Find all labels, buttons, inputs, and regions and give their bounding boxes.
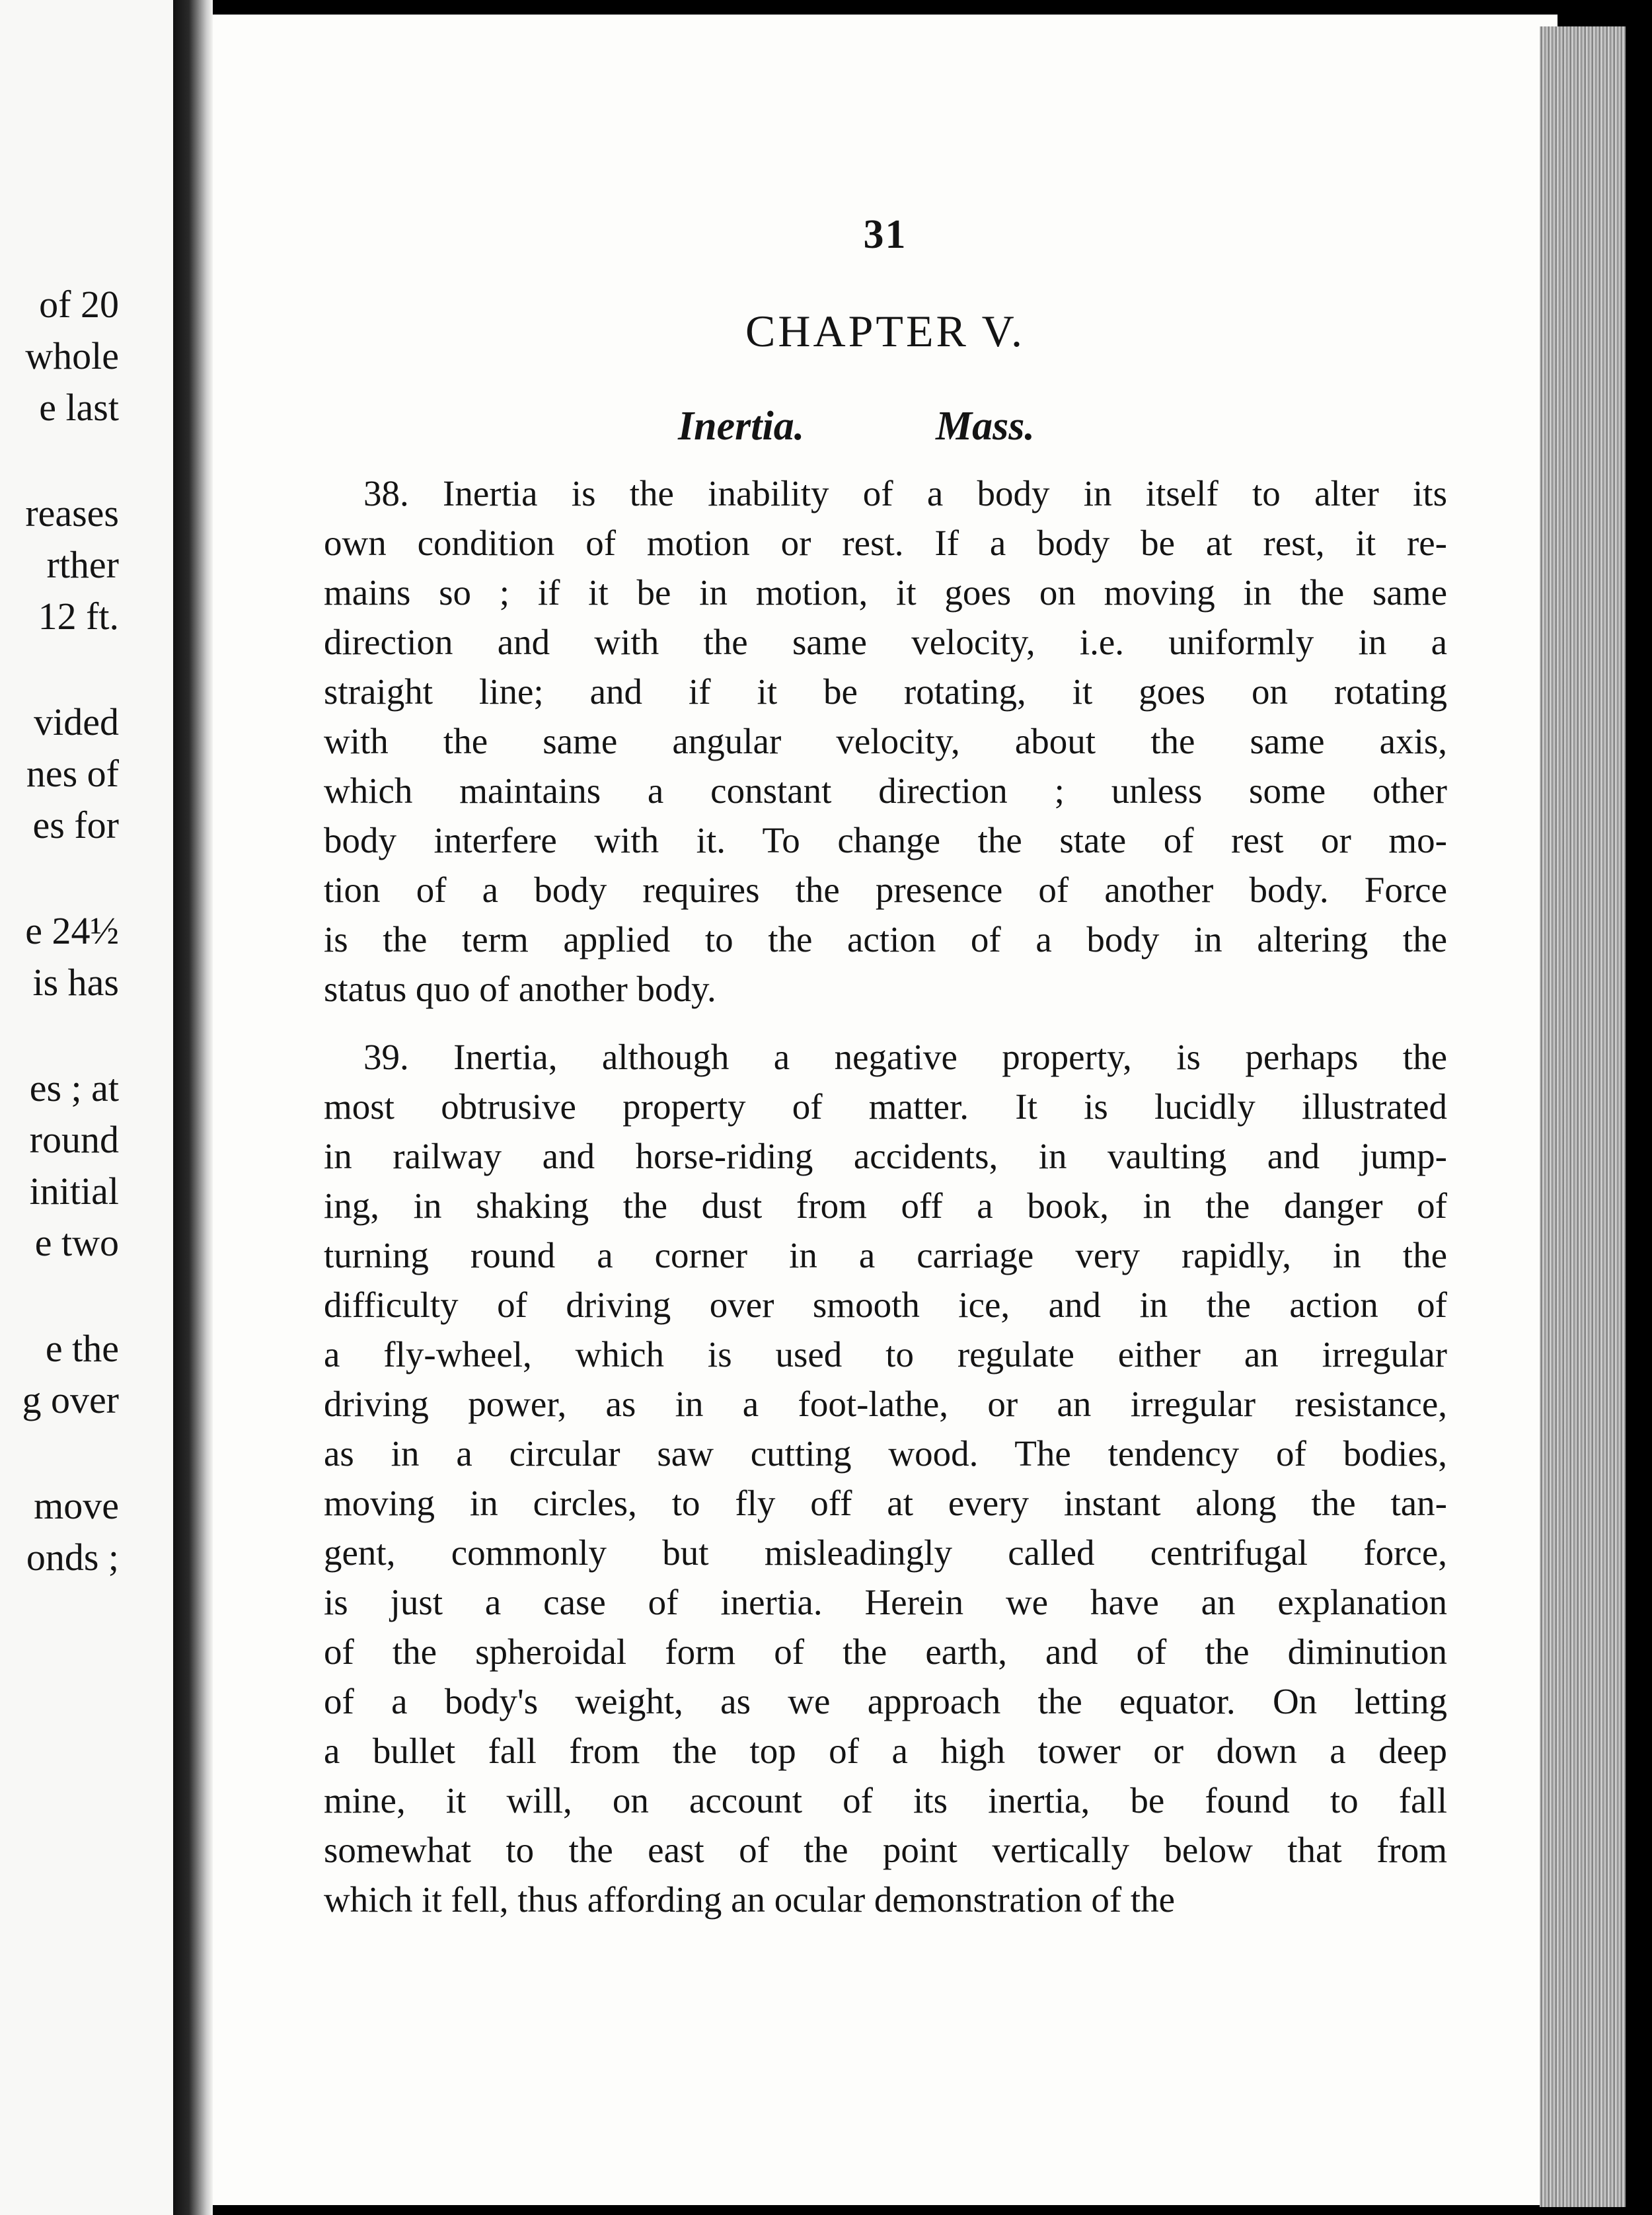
subheading-inertia: Inertia. <box>678 404 805 449</box>
left-page-line: e the <box>45 1327 119 1370</box>
paragraph-1-line: body interfere with it. To change the state of rest or mo- <box>324 820 1447 860</box>
paragraph-2-line: most obtrusive property of matter. It is lucidly illustrated <box>324 1086 1447 1127</box>
paragraph-2-line: driving power, as in a foot-lathe, or an irregular resistance, <box>324 1384 1447 1424</box>
left-page-line: reases <box>25 492 119 535</box>
subheading-mass: Mass. <box>936 404 1035 449</box>
paragraph-1-line: which maintains a constant direction ; unless some other <box>324 770 1447 811</box>
paragraph-2-line: mine, it will, on account of its inertia, be found to fall <box>324 1780 1447 1821</box>
paragraph-2-line: a fly-wheel, which is used to regulate either an irregular <box>324 1334 1447 1374</box>
paragraph-2-line: of a body's weight, as we approach the equator. On letting <box>324 1681 1447 1721</box>
paragraph-2-line: which it fell, thus affording an ocular demonstration of the <box>324 1879 1176 1920</box>
paragraph-2-line: gent, commonly but misleadingly called centrifugal force, <box>324 1532 1447 1573</box>
paragraph-2-line: as in a circular saw cutting wood. The tendency of bodies, <box>324 1433 1447 1474</box>
paragraph-1-line: is the term applied to the action of a body in altering the <box>324 919 1447 959</box>
paragraph-1-line: direction and with the same velocity, i.e. uniformly in a <box>324 622 1447 662</box>
paragraph-1-line: tion of a body requires the presence of another body. Force <box>324 870 1447 910</box>
left-page-line: nes of <box>26 752 119 795</box>
paragraph-2-line: moving in circles, to fly off at every instant along the tan- <box>324 1483 1447 1523</box>
paragraph-2-line: of the spheroidal form of the earth, and of the diminution <box>324 1632 1447 1672</box>
paragraph-2-line: difficulty of driving over smooth ice, and in the action of <box>324 1285 1447 1325</box>
left-page-line: move <box>34 1484 119 1527</box>
left-page-fragment <box>0 0 173 2215</box>
paragraph-2-line: turning round a corner in a carriage very rapidly, in the <box>324 1235 1447 1275</box>
left-page-line: e last <box>39 386 119 429</box>
left-page-line: of 20 <box>39 283 119 326</box>
paragraph-1-line: status quo of another body. <box>324 969 716 1009</box>
paragraph-1-line: 38. Inertia is the inability of a body in itself to alter its <box>363 473 1447 513</box>
left-page-line: e 24½ <box>25 909 119 952</box>
paragraph-1-line: mains so ; if it be in motion, it goes on moving in the same <box>324 572 1447 613</box>
page-number: 31 <box>863 212 907 257</box>
paragraph-1-line: own condition of motion or rest. If a body be at rest, it re- <box>324 523 1447 563</box>
book-gutter <box>173 0 213 2215</box>
paragraph-2-line: somewhat to the east of the point vertically below that from <box>324 1830 1447 1870</box>
left-page-line: vided <box>34 700 119 743</box>
chapter-title: CHAPTER V. <box>745 306 1025 356</box>
page-edges <box>1540 26 1626 2207</box>
right-page <box>213 15 1558 2205</box>
paragraph-2-line: ing, in shaking the dust from off a book, in the danger of <box>324 1185 1447 1226</box>
paragraph-2-line: is just a case of inertia. Herein we have an explanation <box>324 1582 1447 1622</box>
paragraph-2-line: 39. Inertia, although a negative property, is perhaps the <box>363 1037 1447 1077</box>
left-page-line: es ; at <box>29 1067 119 1109</box>
paragraph-1-line: straight line; and if it be rotating, it goes on rotating <box>324 671 1447 712</box>
left-page-line: is has <box>32 961 119 1004</box>
left-page-line: e two <box>34 1221 119 1264</box>
left-page-line: rther <box>46 543 119 586</box>
paragraph-2-line: in railway and horse-riding accidents, in vaulting and jump- <box>324 1136 1447 1176</box>
left-page-line: es for <box>32 804 119 846</box>
left-page-line: initial <box>29 1170 119 1213</box>
left-page-line: g over <box>22 1378 119 1421</box>
left-page-line: onds ; <box>26 1536 119 1579</box>
left-page-line: 12 ft. <box>38 595 119 638</box>
paragraph-1-line: with the same angular velocity, about the same axis, <box>324 721 1447 761</box>
left-page-line: round <box>29 1118 119 1161</box>
left-page-line: whole <box>25 334 119 377</box>
paragraph-2-line: a bullet fall from the top of a high tower or down a deep <box>324 1731 1447 1771</box>
